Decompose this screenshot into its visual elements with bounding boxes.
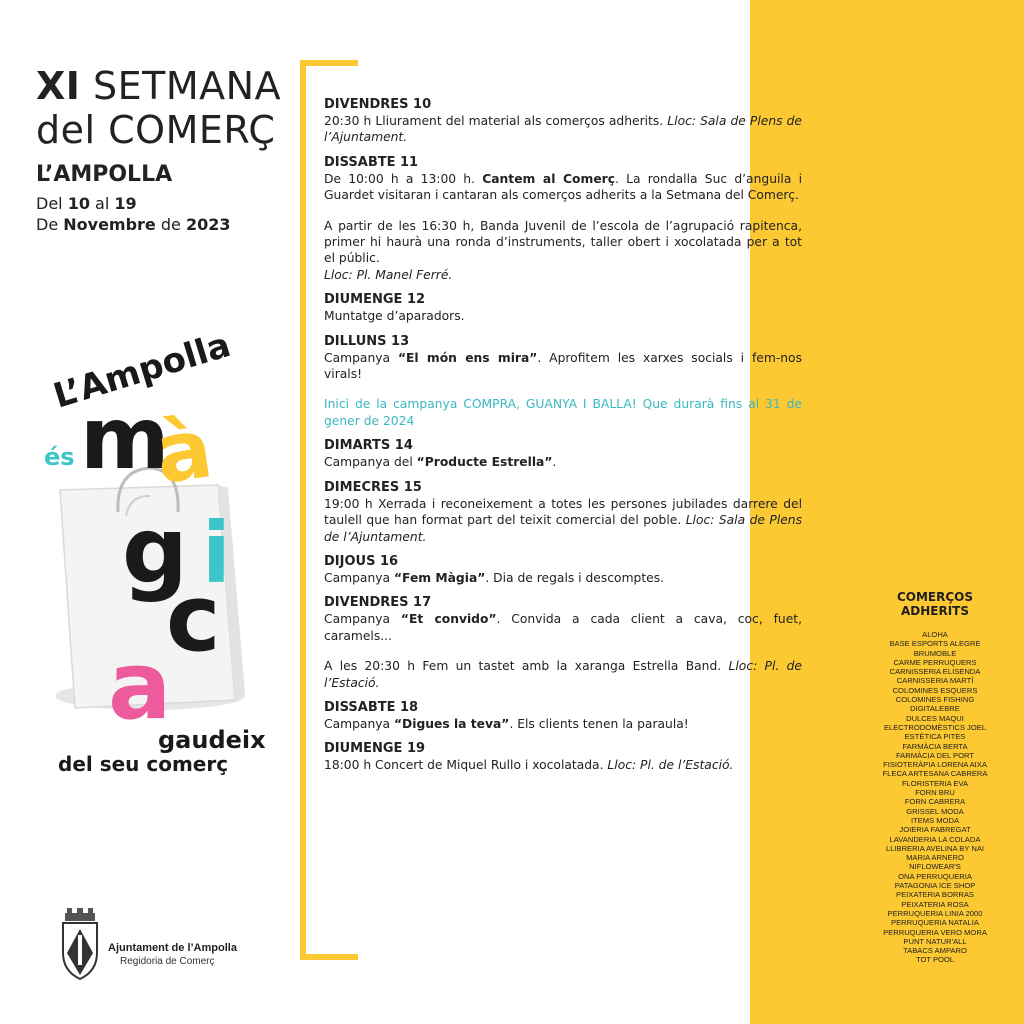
start-day: 10 [67, 194, 90, 213]
logo-name: Ajuntament de l’Ampolla [108, 942, 237, 954]
shop-list-item: TOT POOL [915, 955, 955, 965]
day-title: DIVENDRES 10 [324, 97, 432, 112]
shop-list-item: LLIBRERIA AVELINA BY NAI [885, 843, 985, 853]
shop-list-item: PATAGONIA ICE SHOP [894, 881, 976, 891]
schedule-day [324, 96, 802, 146]
day-description [324, 658, 802, 691]
day-title: DIJOUS 16 [324, 553, 399, 569]
day-description [324, 757, 802, 773]
shop-list-item: BRUMOBLE [913, 648, 957, 658]
shop-list-item: CARNISSERIA ELISENDA [889, 667, 981, 677]
location-text: Lloc: Sala de Plens de l’Ajuntament. [324, 513, 803, 544]
bracket-left [300, 60, 306, 960]
shop-list-item: PERRUQUERIA VERO MORA [883, 927, 987, 937]
activity-name: “Producte Estrella” [416, 455, 553, 470]
schedule-day [324, 740, 802, 773]
day-title: DISSABTE 18 [324, 699, 419, 715]
campaign-announcement: Inici de la campanya COMPRA, GUANYA I BALLA! Que durarà fins al 31 de gener de 2024 [324, 397, 802, 428]
participating-shops-title [860, 590, 1010, 618]
shop-list-item: FLECA ARTESANA CABRERA [882, 769, 988, 779]
shops-title-line: COMERÇOS [896, 590, 974, 604]
town-name: L’AMPOLLA [36, 162, 173, 187]
event-title-line-1 [36, 66, 281, 106]
shop-list-item: PEIXATERIA BORRAS [896, 890, 974, 900]
description-text: A les 20:30 h Fem un tastet amb la xaranga Estrella Band. [324, 659, 729, 674]
day-title: DIVENDRES 17 [324, 595, 432, 611]
description-text: Campanya del [324, 455, 417, 470]
day-title: DISSABTE 11 [324, 154, 419, 170]
day-description [324, 496, 802, 545]
shop-list-item: ALOHA [922, 630, 948, 639]
shop-list-item: ONA PERRUQUERIA [898, 871, 972, 881]
location-text: Lloc: Sala de Plens de l’Ajuntament. [324, 114, 802, 145]
shop-list-item: JOIERIA FABREGAT [899, 825, 971, 835]
event-dates [36, 193, 230, 235]
schedule-day [324, 291, 802, 324]
artwork-text-del-seu-comerc: del seu comerç [58, 752, 229, 776]
shop-list-item: FARMÀCIA BERTA [902, 741, 968, 751]
shop-list-item: FORN BRU [915, 788, 955, 798]
shop-list-item: MARIA ARNERO [906, 853, 964, 863]
location-text: Lloc: Pl. de l’Estació. [607, 758, 734, 773]
artwork-text-es: és [44, 443, 75, 471]
day-title: DIUMENGE 19 [324, 741, 426, 757]
description-text: . Convida a cada client a cava, coc, fuet, caramels... [324, 612, 802, 643]
day-title: DIUMENGE 12 [324, 292, 426, 308]
shop-list-item: LAVANDERIA LA COLADA [889, 834, 981, 844]
schedule-day [324, 333, 802, 430]
logo-subtitle: Regidoria de Comerç [120, 956, 215, 967]
artwork-letter-c: c [166, 565, 221, 672]
title-word: SETMANA [93, 64, 282, 108]
description-text: Campanya [324, 350, 398, 365]
location-text: Lloc: Pl. de l’Estació. [324, 659, 803, 690]
day-description: Muntatge d’aparadors. [324, 309, 465, 324]
description-text: 18:00 h Concert de Miquel Rullo i xocolatada. [324, 758, 608, 773]
description-text: 20:30 h Lliurament del material als comerços adherits. [324, 114, 668, 128]
event-schedule [324, 96, 802, 782]
day-description [324, 113, 802, 146]
artwork-letter-a-accent: à [149, 401, 218, 503]
description-text: A partir de les 16:30 h, Banda Juvenil de l’escola de l’agrupació rapitenca, primer hi haurà una ronda d’instruments, taller obert i xocolatada per a tot el públic. [324, 218, 802, 266]
artwork-text-gaudeix: gaudeix [158, 726, 266, 754]
bracket-bottom [300, 954, 358, 960]
artwork-letter-i: i [202, 504, 231, 602]
dates-text: De [36, 215, 64, 234]
description-text: . Aprofitem les xarxes socials i fem-nos virals! [324, 350, 802, 382]
description-text: Campanya [324, 570, 394, 585]
shop-list-item: ITEMS MODA [910, 815, 960, 825]
shop-list-item: DULCES MAQUI [906, 713, 964, 723]
day-description [324, 570, 802, 586]
shop-list-item: COLOMINES FISHING [895, 695, 975, 705]
description-text: Campanya [324, 716, 394, 731]
dates-text: de [155, 215, 186, 234]
day-title: DIMARTS 14 [324, 438, 413, 454]
schedule-day [324, 154, 802, 283]
description-text: 19:00 h Xerrada i reconeixement a totes les persones jubilades darrere del taulell que han format part del teixit comercial del poble. [324, 496, 802, 528]
shop-list-item: FARMÀCIA DEL PORT [895, 750, 975, 760]
shop-list-item: FLORISTERIA EVA [901, 778, 969, 788]
day-description [324, 350, 802, 383]
description-text: . Dia de regals i descomptes. [485, 570, 665, 585]
dates-line-1 [36, 193, 230, 214]
bracket-top [300, 60, 358, 66]
description-text: . [552, 455, 557, 470]
year: 2023 [185, 215, 231, 234]
artwork-text-lampolla: L’Ampolla [48, 325, 236, 417]
shop-list-item: PUNT NATUR'ALL [903, 936, 967, 946]
day-description [324, 454, 802, 470]
activity-name: “Fem Màgia” [393, 570, 486, 585]
artwork-letter-a: a [108, 632, 172, 741]
shop-list-item: BASE ESPORTS ALEGRE [889, 639, 981, 649]
day-description [324, 171, 802, 204]
day-title: DILLUNS 13 [324, 333, 410, 349]
shop-list-item: DIGITALEBRE [910, 704, 960, 714]
edition-number: XI [36, 64, 81, 108]
dates-line-2 [36, 214, 230, 235]
shop-list-item: CARNISSERIA MARTÍ [896, 676, 974, 686]
shop-list-item: NIFLOWEAR'S [909, 862, 961, 872]
shop-list-item: GRISSEL MODA [906, 806, 964, 816]
shop-list-item: PERRUQUERIA LINIA 2000 [887, 908, 983, 918]
schedule-day [324, 699, 802, 732]
event-title-line-2: del COMERÇ [36, 108, 276, 152]
shop-list-item: COLOMINES ESQUERS [892, 685, 978, 695]
schedule-day [324, 437, 802, 470]
day-description [324, 611, 802, 644]
shop-list-item: ELECTRODOMÈSTICS JOEL [883, 722, 987, 732]
magic-artwork [30, 320, 310, 790]
shop-list-item: PEIXATERIA ROSA [901, 899, 969, 909]
description-text: . La rondalla Suc d’anguila i Guardet visitaran i cantaran als comerços adherits a la Setmana del Comerç. [324, 171, 802, 203]
activity-name: “Digues la teva” [393, 716, 510, 731]
description-text: . Els clients tenen la paraula! [509, 716, 689, 731]
day-title: DIMECRES 15 [324, 479, 422, 495]
participating-shops-list [860, 630, 1010, 965]
shop-list-item: FISIOTERÀPIA LORENA AIXA [883, 760, 987, 770]
description-text: De 10:00 h a 13:00 h. [324, 171, 483, 186]
artwork-letter-m: m [80, 389, 170, 489]
schedule-day [324, 479, 802, 545]
activity-name: “El món ens mira” [397, 350, 538, 365]
activity-name: “Et convido” [400, 612, 497, 627]
description-text: Campanya [324, 612, 401, 627]
activity-name: Cantem al Comerç [482, 171, 616, 186]
month: Novembre [63, 215, 156, 234]
shop-list-item: CARME PERRUQUERS [893, 657, 977, 667]
shop-list-item: TABACS AMPARO [903, 946, 967, 956]
schedule-day [324, 553, 802, 586]
shop-list-item: ESTÈTICA PITES [904, 732, 966, 742]
shop-list-item: FORN CABRERA [904, 797, 966, 807]
shops-title-line: ADHERITS [900, 604, 970, 618]
dates-text: Del [36, 194, 68, 213]
artwork-letter-g: g [122, 497, 188, 604]
location-text: Lloc: Pl. Manel Ferré. [324, 267, 453, 282]
schedule-day [324, 594, 802, 691]
end-day: 19 [114, 194, 137, 213]
shop-list-item: PERRUQUERIA NATALIA [891, 918, 979, 928]
day-description [324, 716, 802, 732]
day-description [324, 218, 802, 284]
dates-text: al [89, 194, 115, 213]
